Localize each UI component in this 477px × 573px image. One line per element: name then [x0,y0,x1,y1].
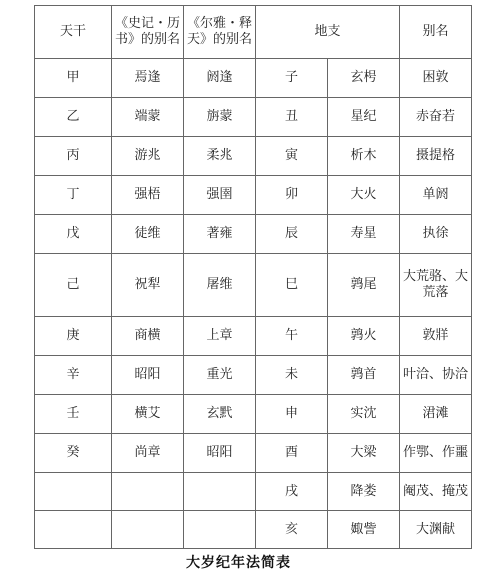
table-row [35,176,472,215]
cell-dizhi: 子 [256,59,328,98]
table-row [35,98,472,137]
table-row [35,317,472,356]
cell-erya [184,473,256,511]
cell-bieming: 敦牂 [400,317,472,356]
cell-shiji: 祝犁 [112,254,184,317]
cell-tiangan: 庚 [35,317,112,356]
cell-shiji: 焉逢 [112,59,184,98]
header-row [35,6,472,59]
cell-tiangan [35,473,112,511]
cell-shiji: 商横 [112,317,184,356]
cell-bieming: 赤奋若 [400,98,472,137]
cell-dizhi: 辰 [256,215,328,254]
table-row [35,356,472,395]
cell-bieming: 执徐 [400,215,472,254]
cell-star: 实沈 [328,395,400,434]
cell-dizhi: 未 [256,356,328,395]
cell-star: 降娄 [328,473,400,511]
cell-tiangan: 丙 [35,137,112,176]
cell-erya: 著雍 [184,215,256,254]
header-shiji: 《史记・历书》的别名 [112,6,184,59]
cell-tiangan [35,511,112,549]
cell-erya: 屠维 [184,254,256,317]
cell-star: 鹑首 [328,356,400,395]
table-row [35,137,472,176]
cell-star: 鹑火 [328,317,400,356]
cell-erya: 阏逢 [184,59,256,98]
cell-dizhi: 酉 [256,434,328,473]
cell-dizhi: 亥 [256,511,328,549]
cell-shiji [112,511,184,549]
cell-star: 析木 [328,137,400,176]
cell-bieming: 叶洽、协洽 [400,356,472,395]
cell-tiangan: 丁 [35,176,112,215]
header-bieming: 别名 [400,6,472,59]
cell-bieming: 单阏 [400,176,472,215]
cell-bieming: 大渊献 [400,511,472,549]
cell-tiangan: 乙 [35,98,112,137]
cell-erya: 强圉 [184,176,256,215]
cell-shiji: 横艾 [112,395,184,434]
cell-star: 寿星 [328,215,400,254]
header-tiangan: 天干 [35,6,112,59]
cell-erya: 重光 [184,356,256,395]
cell-erya [184,511,256,549]
cell-shiji: 强梧 [112,176,184,215]
cell-dizhi: 戌 [256,473,328,511]
cell-shiji: 徒维 [112,215,184,254]
table-row [35,254,472,317]
table-body [35,59,472,549]
table-row [35,511,472,549]
table-caption: 大岁纪年法简表 [186,555,291,571]
cell-tiangan: 辛 [35,356,112,395]
cell-bieming: 摄提格 [400,137,472,176]
cell-tiangan: 戊 [35,215,112,254]
cell-tiangan: 癸 [35,434,112,473]
cell-shiji [112,473,184,511]
cell-dizhi: 寅 [256,137,328,176]
cell-tiangan: 己 [35,254,112,317]
chronology-table [34,5,472,549]
header-dizhi: 地支 [256,6,400,59]
cell-erya: 旃蒙 [184,98,256,137]
cell-dizhi: 巳 [256,254,328,317]
header-erya: 《尔雅・释天》的别名 [184,6,256,59]
cell-star: 星纪 [328,98,400,137]
cell-shiji: 尚章 [112,434,184,473]
cell-tiangan: 甲 [35,59,112,98]
cell-star: 娵訾 [328,511,400,549]
cell-bieming: 阉茂、掩茂 [400,473,472,511]
cell-star: 大火 [328,176,400,215]
cell-dizhi: 午 [256,317,328,356]
cell-dizhi: 申 [256,395,328,434]
cell-bieming: 困敦 [400,59,472,98]
cell-star: 玄枵 [328,59,400,98]
cell-shiji: 游兆 [112,137,184,176]
table-row [35,59,472,98]
cell-star: 鹑尾 [328,254,400,317]
cell-bieming: 大荒骆、大荒落 [400,254,472,317]
table-row [35,395,472,434]
cell-erya: 上章 [184,317,256,356]
cell-tiangan: 壬 [35,395,112,434]
cell-bieming: 涒滩 [400,395,472,434]
cell-shiji: 昭阳 [112,356,184,395]
cell-dizhi: 卯 [256,176,328,215]
table-row [35,215,472,254]
cell-star: 大梁 [328,434,400,473]
cell-erya: 柔兆 [184,137,256,176]
table-row [35,473,472,511]
table-row [35,434,472,473]
cell-dizhi: 丑 [256,98,328,137]
cell-erya: 昭阳 [184,434,256,473]
cell-bieming: 作鄂、作噩 [400,434,472,473]
cell-shiji: 端蒙 [112,98,184,137]
cell-erya: 玄黓 [184,395,256,434]
